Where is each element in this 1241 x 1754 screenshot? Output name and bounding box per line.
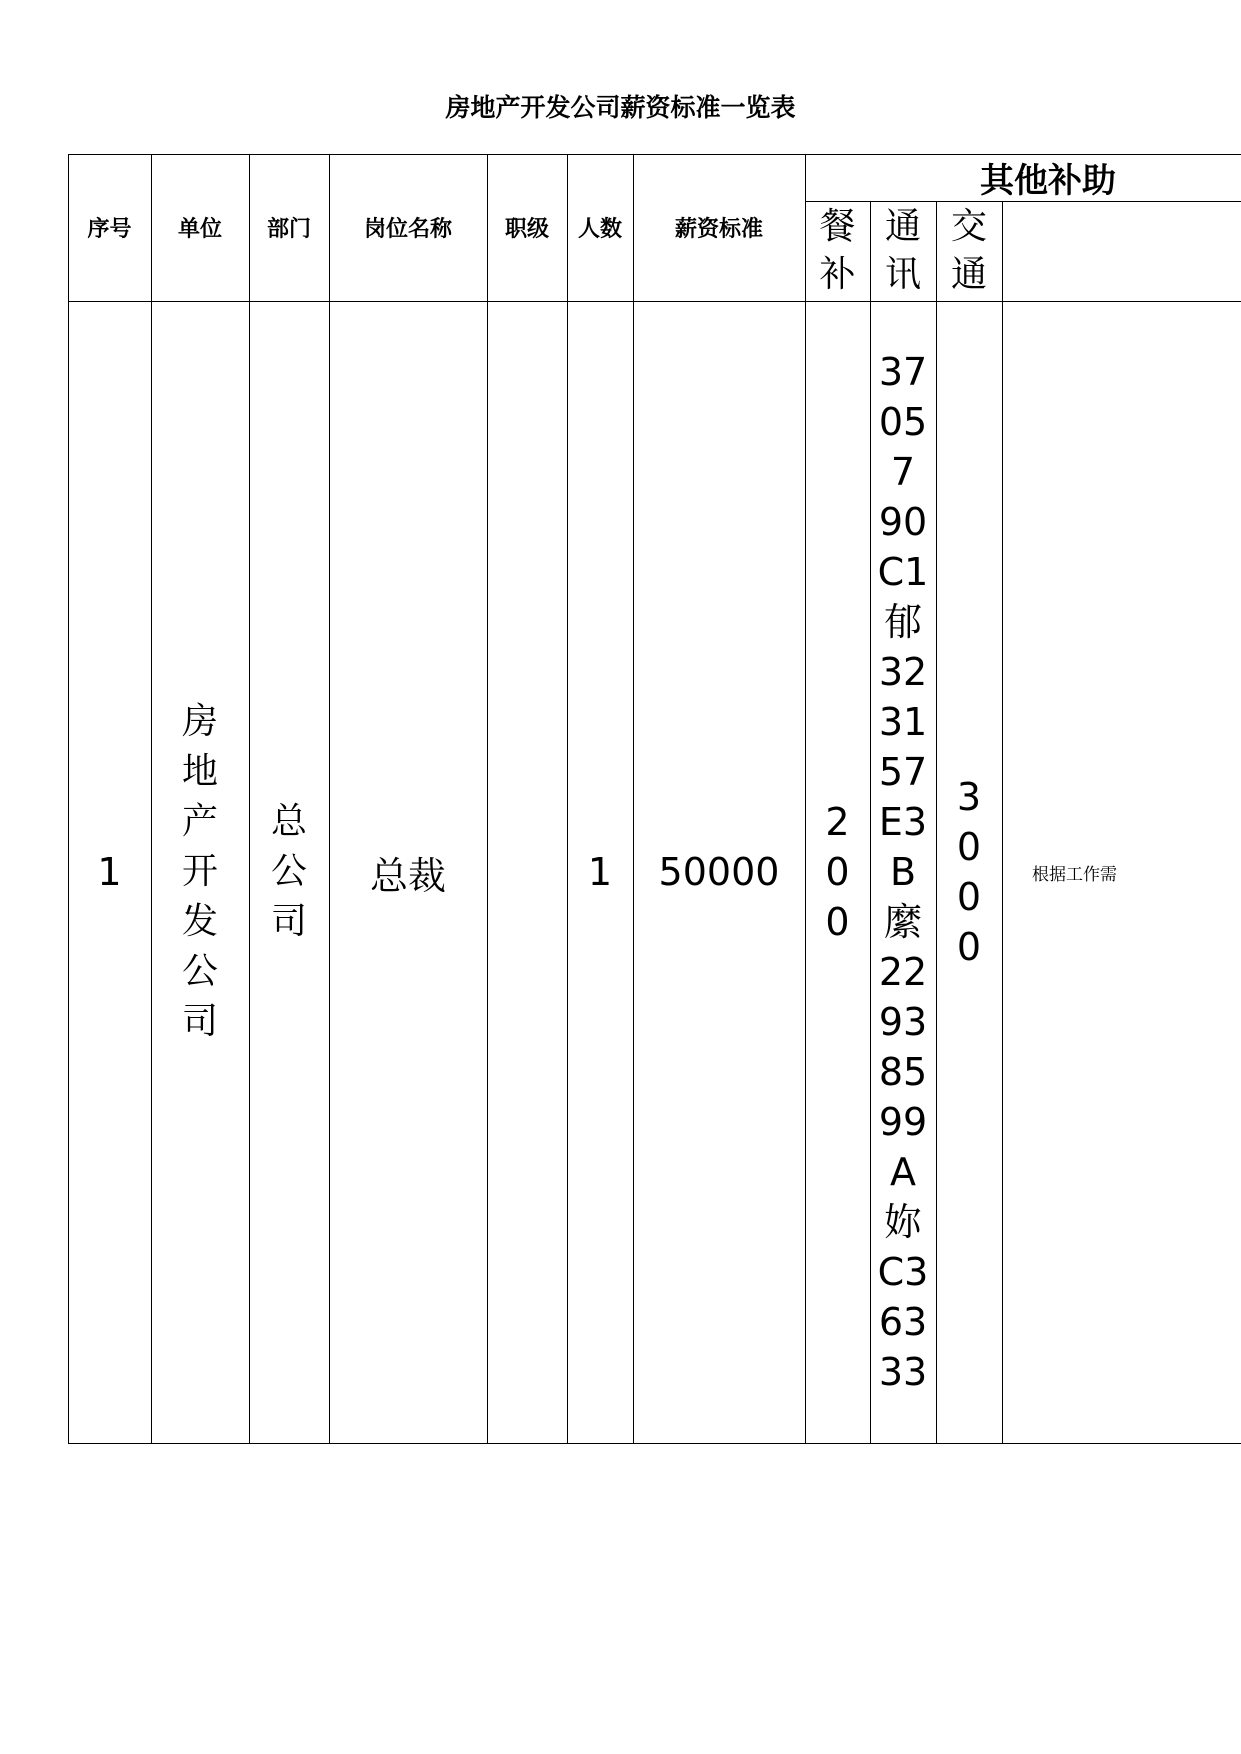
header-communication-cell <box>870 201 936 301</box>
header-unit: 单位 <box>177 217 222 242</box>
header-other-allowance: 其他补助 <box>980 161 1116 201</box>
row-unit: 房地产开发公司 <box>181 701 218 1042</box>
row-communication-cell <box>870 301 936 1443</box>
row-communication: 37057 90C1郁323157E3B縻22938599A妳C36333 <box>877 350 929 1394</box>
row-seq: 1 <box>97 850 122 894</box>
header-salary: 薪资标准 <box>674 217 763 242</box>
table-bottom-border <box>68 1443 1241 1444</box>
row-position: 总裁 <box>369 853 446 898</box>
header-headcount: 人数 <box>577 217 622 242</box>
row-grade <box>487 301 567 1443</box>
header-transport: 交通 <box>951 206 988 295</box>
header-communication: 通讯 <box>885 206 922 295</box>
row-headcount: 1 <box>587 850 613 894</box>
header-dept: 部门 <box>266 217 311 242</box>
header-grade: 职级 <box>504 217 549 242</box>
header-seq: 序号 <box>87 217 132 242</box>
header-meal: 餐补 <box>819 206 856 295</box>
row-dept-cell <box>249 301 329 1443</box>
header-meal-cell <box>805 201 870 301</box>
page-title: 房地产开发公司薪资标准一览表 <box>445 93 796 122</box>
row-unit-cell <box>151 301 249 1443</box>
row-transport: 3000 <box>956 775 982 969</box>
row-transport-cell <box>936 301 1002 1443</box>
header-transport-cell <box>936 201 1002 301</box>
row-note: 根据工作需 <box>1032 864 1117 885</box>
row-meal: 200 <box>825 800 850 944</box>
row-salary: 50000 <box>658 850 780 894</box>
header-position: 岗位名称 <box>363 217 452 242</box>
row-meal-cell <box>805 301 870 1443</box>
row-dept: 总公司 <box>270 801 307 942</box>
